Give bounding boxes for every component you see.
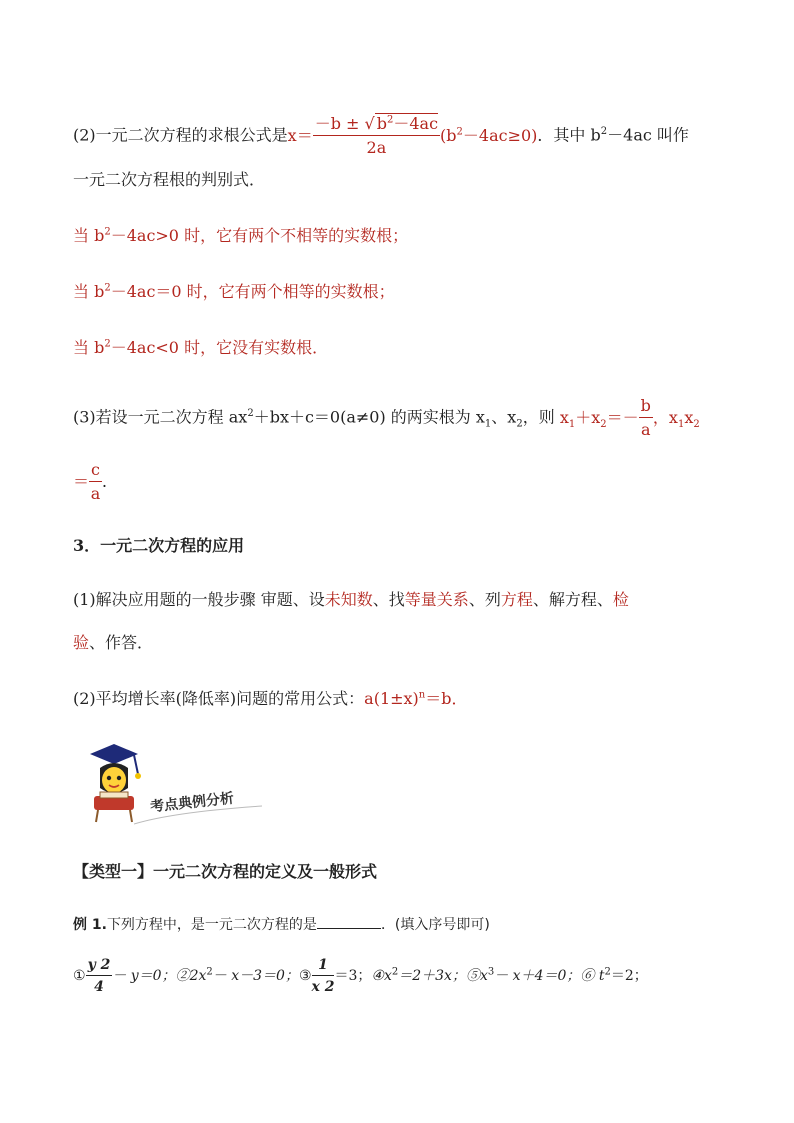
option-1-fraction: $\frac{y 2}{4}$ — [87, 957, 111, 995]
case-positive: 当 $b^2-4ac>0$ 时，它有两个不相等的实数根； — [73, 226, 409, 245]
case-negative: 当 $b^2-4ac<0$ 时，它没有实数根． — [73, 338, 329, 357]
case-zero: 当 $b^2-4ac=0$ 时，它有两个相等的实数根； — [73, 282, 395, 301]
fraction-c-a: $\frac{c}{a}$ — [90, 460, 101, 503]
example-1-line: 例 1.下列方程中，是一元二次方程的是 ．(填入序号即可) — [73, 914, 490, 935]
answer-blank[interactable] — [317, 914, 381, 929]
vieta-line: (3)若设一元二次方程 $ax^2+bx+c=0(a\ne 0)$ 的两实根为 $x_1$、$x_2$，则 $x_1+x_2=-$ $\frac{b}{a}$ ，$x_1x_2$ — [73, 396, 700, 439]
option-3-fraction: $\frac{1}{x 2}$ — [311, 957, 335, 995]
formula-fraction: $\frac{-b \pm √ b^2-4ac}{2a}$ — [314, 114, 439, 157]
fraction-b-a: $\frac{b}{a}$ — [640, 396, 651, 439]
application-steps-line-2: 验、作答． — [73, 633, 154, 652]
type-1-title: 【类型一】一元二次方程的定义及一般形式 — [73, 862, 378, 881]
banner-label: 考点典例分析 — [149, 790, 235, 816]
text: (2)一元二次方程的求根公式是 — [73, 125, 288, 145]
section-3-title: 3．一元二次方程的应用 — [73, 536, 245, 555]
application-steps-line: (1)解决应用题的一般步骤 审题、设未知数、找等量关系、列方程、解方程、检 — [73, 590, 629, 609]
example-1-options: ① $\frac{y 2}{4}$ － y＝0；$②2x^2- x-3=0$；③ $\frac{1}{x 2}$ ＝3；$④x^2=2+3x$；$⑤x^3- x+4=0$；⑥ $t^2=2$； — [73, 957, 648, 995]
formula: x＝ $\frac{-b \pm √ b^2-4ac}{2a}$ $(b^2-4ac\ge 0)$ — [287, 114, 538, 157]
growth-rate-line: (2)平均增长率(降低率)问题的常用公式：$a(1\pm x)^n=b$． — [73, 689, 468, 708]
quadratic-formula-line: (2)一元二次方程的求根公式是x＝ $\frac{-b \pm √ b^2-4ac}{2a}$ $(b^2-4ac\ge 0)$．其中 $b^2-4ac$ 叫作 — [73, 114, 689, 157]
vieta-product-line: ＝ $\frac{c}{a}$ ． — [73, 460, 118, 503]
discriminant-line: 一元二次方程根的判别式． — [73, 170, 266, 189]
section-banner — [84, 740, 284, 830]
